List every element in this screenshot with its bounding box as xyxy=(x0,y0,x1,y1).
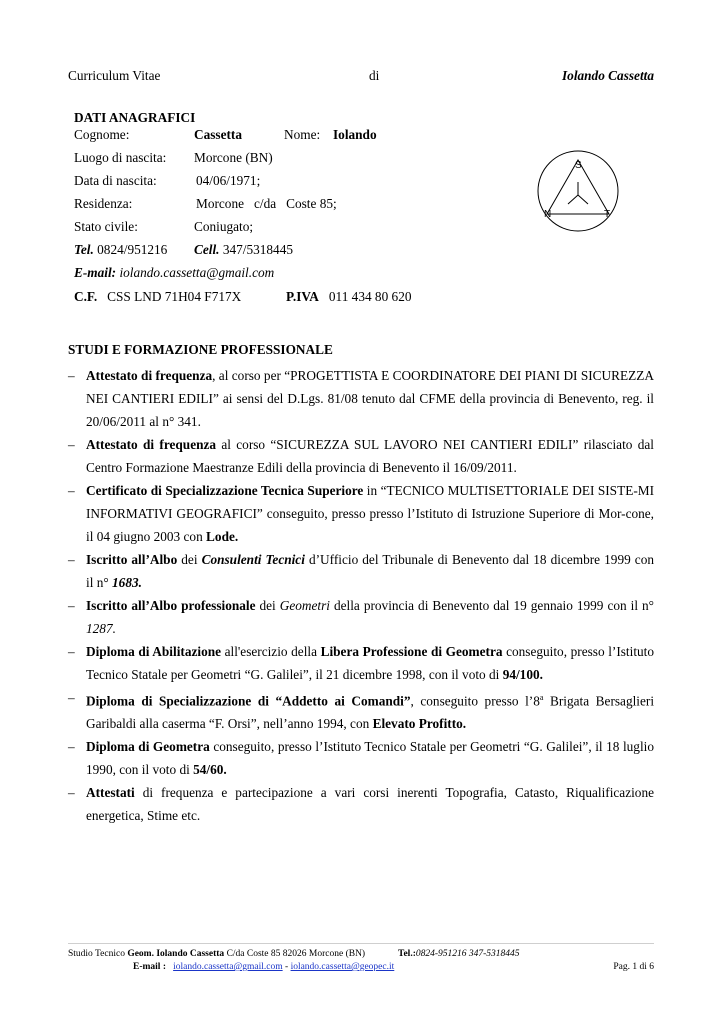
stato-label: Stato civile: xyxy=(74,219,138,234)
data-label: Data di nascita: xyxy=(74,173,157,188)
item-text: in “TECNICO MULTISETTORIALE DEI SISTE-MI INFORMATIVI GEOGRAFICI” conseguito, presso presso l’Istituto di Istruzione Superiore di Mor-cone, il 04 giugno 2003 con xyxy=(86,483,654,544)
item-strong: Diploma di Abilitazione xyxy=(86,644,222,659)
item-text: , conseguito presso l’8 xyxy=(410,693,540,709)
footer-line-2 xyxy=(133,962,394,972)
cf-value: CSS LND 71H04 F717X xyxy=(107,289,242,304)
tel-label: Tel. xyxy=(74,242,94,257)
footer-line-1 xyxy=(68,949,365,959)
item-strong: Attestato di frequenza xyxy=(86,368,213,383)
list-item xyxy=(68,781,654,827)
residenza-value: Morcone c/da Coste 85; xyxy=(196,196,337,211)
studio-logo-icon xyxy=(530,148,626,234)
list-item xyxy=(68,364,654,433)
item-strong: 54/60. xyxy=(193,762,227,778)
footer-email-sep: - xyxy=(282,962,291,972)
footer-tel-value: 0824-951216 347-5318445 xyxy=(415,949,520,959)
studi-list xyxy=(68,364,654,827)
bullet-dash: – xyxy=(68,483,75,498)
footer-email-link-1[interactable]: iolando.cassetta@gmail.com xyxy=(173,962,283,972)
list-item xyxy=(68,640,654,686)
cf-row xyxy=(74,289,241,305)
header-right: Iolando Cassetta xyxy=(562,68,654,83)
piva-value: 011 434 80 620 xyxy=(328,289,412,304)
cell-label: Cell. xyxy=(194,242,220,257)
item-text: dei xyxy=(177,552,202,567)
email-label: E-mail: xyxy=(74,265,117,280)
bullet-dash: – xyxy=(68,552,75,567)
footer-email-link-2[interactable]: iolando.cassetta@geopec.it xyxy=(290,962,395,972)
item-text: Brigata Bersaglieri Garibaldi alla caserma “F. Orsi”, nell’anno 1994, con xyxy=(86,693,655,732)
nome-label: Nome: xyxy=(284,127,321,142)
footer-studio-name: Geom. Iolando Cassetta xyxy=(127,949,225,959)
logo-letter-s: S xyxy=(575,160,582,171)
item-strong: Lode. xyxy=(206,529,239,544)
item-italic: 1287. xyxy=(86,621,116,636)
list-item xyxy=(68,735,654,781)
list-item xyxy=(68,594,654,640)
logo-letter-n: N xyxy=(544,209,552,220)
item-strong: Attestato di frequenza xyxy=(86,437,217,452)
luogo-label: Luogo di nascita: xyxy=(74,150,167,165)
cf-label: C.F. xyxy=(74,289,98,304)
bullet-dash: – xyxy=(68,690,75,705)
email-value: iolando.cassetta@gmail.com xyxy=(119,265,275,280)
piva-label: P.IVA xyxy=(286,289,319,304)
footer-address: C/da Coste 85 82026 Morcone (BN) xyxy=(224,949,366,959)
list-item xyxy=(68,433,654,479)
footer-tel xyxy=(398,949,520,959)
piva-row xyxy=(286,289,412,305)
item-text: d’Ufficio del Tribunale di Benevento dal 18 dicembre 1999 con il n° xyxy=(86,552,654,590)
item-italic: Geometri xyxy=(279,598,330,613)
list-item xyxy=(68,479,654,548)
luogo-value: Morcone (BN) xyxy=(194,150,273,165)
residenza-label: Residenza: xyxy=(74,196,133,211)
cognome-label: Cognome: xyxy=(74,127,130,142)
item-text: all'esercizio della xyxy=(221,644,321,659)
footer-divider xyxy=(68,943,654,944)
item-strong: Diploma di Geometra xyxy=(86,739,210,755)
footer-email-label: E-mail : xyxy=(133,962,166,972)
bullet-dash: – xyxy=(68,598,75,613)
item-text: della provincia di Benevento dal 19 gennaio 1999 con il n° xyxy=(330,598,654,613)
item-strong: Iscritto all’Albo professionale xyxy=(86,598,256,613)
item-strong: Certificato di Specializzazione Tecnica Superiore xyxy=(86,483,364,498)
nome-value: Iolando xyxy=(333,127,377,142)
data-value: 04/06/1971; xyxy=(196,173,261,188)
logo-letter-t: T xyxy=(604,209,611,220)
item-text: conseguito, presso l’Istituto Tecnico Statale per Geometri “G. Galilei”, il 18 luglio 1990, con il voto di xyxy=(86,739,654,778)
list-item xyxy=(68,548,654,594)
item-strong: Attestati xyxy=(86,785,135,801)
bullet-dash: – xyxy=(68,368,75,383)
item-text: conseguito, presso l’Istituto Tecnico Statale per Geometri “G. Galilei”, il 21 dicembre 1998, con il voto di xyxy=(86,644,655,682)
item-text: , al corso per “PROGETTISTA E COORDINATORE DEI PIANI DI SICUREZZA NEI CANTIERI EDILI” ai sensi del D.Lgs. 81/08 tenuto dal CFME della provincia di Benevento, reg. il 20/06/2011 al n° 341. xyxy=(86,368,654,429)
header-left: Curriculum Vitae xyxy=(68,68,161,83)
header-center: di xyxy=(369,68,380,83)
footer-page-number: Pag. 1 di 6 xyxy=(613,962,654,972)
footer-tel-label: Tel.: xyxy=(398,949,416,959)
item-superscript: a xyxy=(539,693,544,702)
cognome-value: Cassetta xyxy=(194,127,243,142)
item-strong: Elevato Profitto. xyxy=(372,716,467,732)
item-text: al corso “SICUREZZA SUL LAVORO NEI CANTIERI EDILI” rilasciato dal Centro Formazione Maestranze Edili della provincia di Benevento il 16/09/2011. xyxy=(86,437,654,475)
item-strong-italic: Consulenti Tecnici xyxy=(201,552,305,567)
item-strong: 94/100. xyxy=(502,667,543,682)
item-strong: Iscritto all’Albo xyxy=(86,552,178,567)
bullet-dash: – xyxy=(68,785,75,801)
footer-studio-prefix: Studio Tecnico xyxy=(68,949,128,959)
item-text: dei xyxy=(255,598,280,613)
item-text: di frequenza e partecipazione a vari corsi inerenti Topografia, Catasto, Riqualificazione energetica, Stime etc. xyxy=(86,785,654,824)
tel-value: 0824/951216 xyxy=(97,242,168,257)
list-item xyxy=(68,686,654,735)
cell-row xyxy=(194,242,293,258)
cell-value: 347/5318445 xyxy=(222,242,293,257)
email-row xyxy=(74,265,274,281)
stato-value: Coniugato; xyxy=(194,219,254,234)
studi-title: STUDI E FORMAZIONE PROFESSIONALE xyxy=(68,342,333,357)
item-strong-italic: 1683. xyxy=(112,575,142,590)
bullet-dash: – xyxy=(68,644,75,659)
item-strong: Diploma di Specializzazione di “Addetto ai Comandi” xyxy=(86,693,411,709)
bullet-dash: – xyxy=(68,739,75,755)
anagrafici-title: DATI ANAGRAFICI xyxy=(74,110,196,125)
bullet-dash: – xyxy=(68,437,75,452)
tel-row xyxy=(74,242,167,258)
item-strong: Libera Professione di Geometra xyxy=(320,644,503,659)
